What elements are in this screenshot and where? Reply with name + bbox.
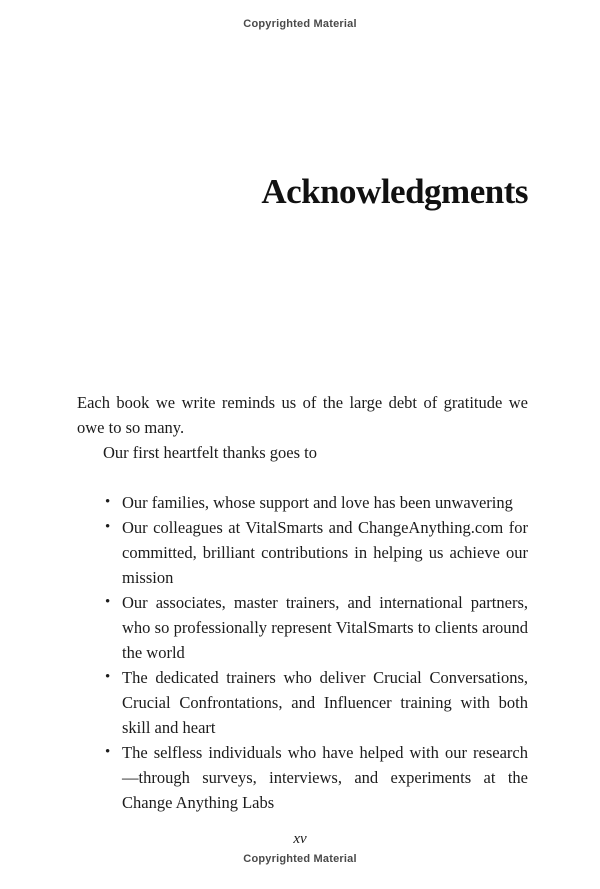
acknowledgment-list <box>105 490 528 815</box>
thanks-line: Our first heartfelt thanks goes to <box>103 443 317 462</box>
list-item <box>105 665 528 740</box>
list-item-text: The selfless individuals who have helped with our research—through surveys, interviews, and experiments at the Change Anything Labs <box>122 743 528 812</box>
list-item-text: The dedicated trainers who deliver Crucial Conversations, Crucial Confrontations, and Influencer training with both skill and heart <box>122 668 528 737</box>
list-item <box>105 515 528 590</box>
bullet-icon: • <box>105 494 111 510</box>
bullet-icon: • <box>105 519 111 535</box>
intro-paragraph: Each book we write reminds us of the large debt of gratitude we owe to so many. <box>77 393 528 437</box>
list-item <box>105 490 528 515</box>
copyright-notice-bottom: Copyrighted Material <box>243 853 357 865</box>
page-number: xv <box>293 831 307 847</box>
list-item-text: Our associates, master trainers, and international partners, who so professionally represent VitalSmarts to clients around the world <box>122 593 528 662</box>
list-item <box>105 740 528 815</box>
copyright-notice-top: Copyrighted Material <box>243 18 357 30</box>
list-item-text: Our families, whose support and love has been unwavering <box>122 493 513 512</box>
bullet-icon: • <box>105 594 111 610</box>
bullet-icon: • <box>105 669 111 685</box>
list-item <box>105 590 528 665</box>
body-text <box>77 390 528 815</box>
list-item-text: Our colleagues at VitalSmarts and ChangeAnything.com for committed, brilliant contributions in helping us achieve our mission <box>122 518 528 587</box>
chapter-title: Acknowledgments <box>261 172 528 211</box>
bullet-icon: • <box>105 744 111 760</box>
